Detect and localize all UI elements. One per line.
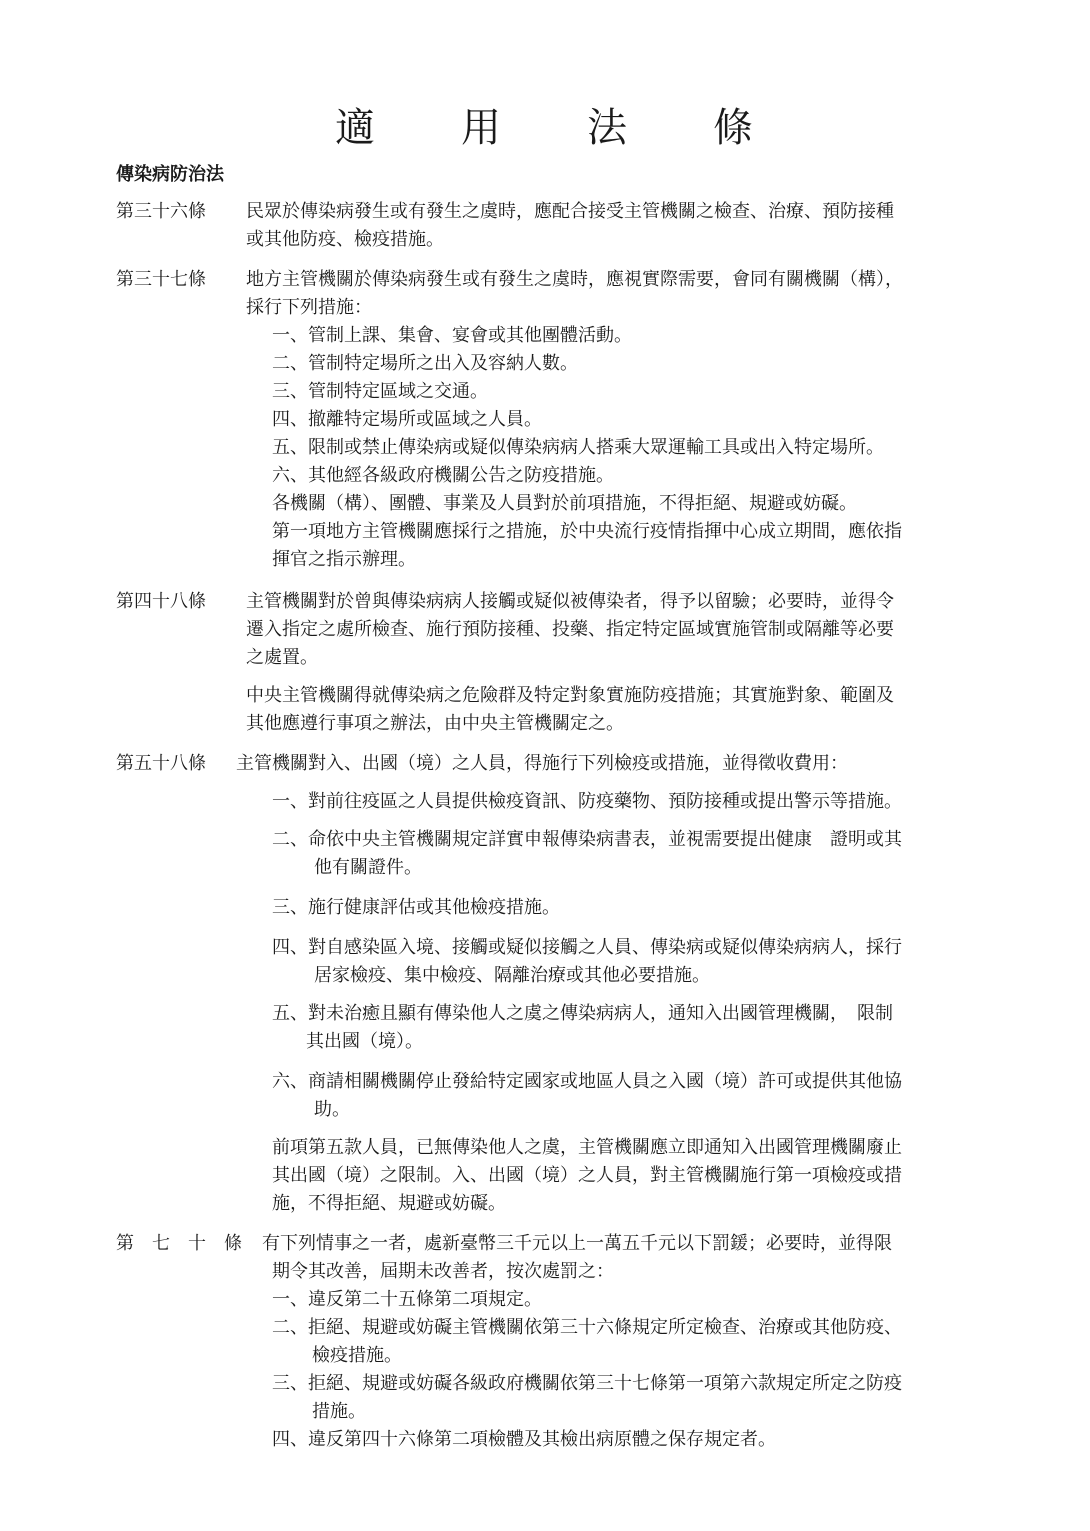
article-37-text: 地方主管機關於傳染病發生或有發生之虞時，應視實際需要，會同有關機關（構）， xyxy=(246,269,903,290)
article-70-text-cont: 期令其改善，屆期未改善者，按次處罰之： xyxy=(272,1261,614,1282)
article-58-item-5: 五、對未治癒且顯有傳染他人之虞之傳染病病人，通知入出國管理機關， 限制 xyxy=(272,1003,893,1024)
article-36-label: 第三十六條 xyxy=(116,201,206,222)
article-70-item-1: 一、違反第二十五條第二項規定。 xyxy=(272,1289,542,1310)
article-48-para-1-cont: 之處置。 xyxy=(246,647,318,668)
article-58-para: 前項第五款人員，已無傳染他人之虞，主管機關應立即通知入出國管理機關廢止 xyxy=(272,1137,902,1158)
article-58-para-cont: 施，不得拒絕、規避或妨礙。 xyxy=(272,1193,506,1214)
article-58-item-3: 三、施行健康評估或其他檢疫措施。 xyxy=(272,897,560,918)
article-37-para-2: 各機關（構）、團體、事業及人員對於前項措施，不得拒絕、規避或妨礙。 xyxy=(272,493,857,514)
law-name: 傳染病防治法 xyxy=(116,164,224,185)
article-48-para-1-cont: 遷入指定之處所檢查、施行預防接種、投藥、指定特定區域實施管制或隔離等必要 xyxy=(246,619,894,640)
article-36-text-cont: 或其他防疫、檢疫措施。 xyxy=(246,229,444,250)
article-58-label: 第五十八條 xyxy=(116,753,206,774)
article-58-item-4: 四、對自感染區入境、接觸或疑似接觸之人員、傳染病或疑似傳染病病人，採行 xyxy=(272,937,902,958)
article-48-para-2: 中央主管機關得就傳染病之危險群及特定對象實施防疫措施；其實施對象、範圍及 xyxy=(246,685,894,706)
article-37-para-3: 第一項地方主管機關應採行之措施，於中央流行疫情指揮中心成立期間，應依指 xyxy=(272,521,902,542)
article-48-label: 第四十八條 xyxy=(116,591,206,612)
page-title: 適 用 法 條 xyxy=(335,105,755,151)
article-48-para-1: 主管機關對於曾與傳染病病人接觸或疑似被傳染者，得予以留驗；必要時，並得令 xyxy=(246,591,894,612)
article-58-item-1: 一、對前往疫區之人員提供檢疫資訊、防疫藥物、預防接種或提出警示等措施。 xyxy=(272,791,902,812)
article-58-para-cont: 其出國（境）之限制。入、出國（境）之人員，對主管機關施行第一項檢疫或措 xyxy=(272,1165,902,1186)
article-58-item-2: 二、命依中央主管機關規定詳實申報傳染病書表，並視需要提出健康 證明或其 xyxy=(272,829,902,850)
article-70-text: 有下列情事之一者，處新臺幣三千元以上一萬五千元以下罰鍰；必要時，並得限 xyxy=(262,1233,892,1254)
article-70-item-2: 二、拒絕、規避或妨礙主管機關依第三十六條規定所定檢查、治療或其他防疫、 xyxy=(272,1317,902,1338)
article-37-item: 二、管制特定場所之出入及容納人數。 xyxy=(272,353,578,374)
article-70-item-3-cont: 措施。 xyxy=(312,1401,366,1422)
article-37-item: 六、其他經各級政府機關公告之防疫措施。 xyxy=(272,465,614,486)
article-37-item: 一、管制上課、集會、宴會或其他團體活動。 xyxy=(272,325,632,346)
article-37-item: 四、撤離特定場所或區域之人員。 xyxy=(272,409,542,430)
article-58-text: 主管機關對入、出國（境）之人員，得施行下列檢疫或措施，並得徵收費用： xyxy=(236,753,848,774)
article-37-label: 第三十七條 xyxy=(116,269,206,290)
article-37-item: 五、限制或禁止傳染病或疑似傳染病病人搭乘大眾運輸工具或出入特定場所。 xyxy=(272,437,884,458)
article-70-item-3: 三、拒絕、規避或妨礙各級政府機關依第三十七條第一項第六款規定所定之防疫 xyxy=(272,1373,902,1394)
article-37-text-cont: 採行下列措施： xyxy=(246,297,372,318)
article-58-item-5-cont: 其出國（境）。 xyxy=(306,1031,423,1052)
article-58-item-6: 六、商請相關機關停止發給特定國家或地區人員之入國（境）許可或提供其他協 xyxy=(272,1071,902,1092)
article-36-text: 民眾於傳染病發生或有發生之虞時，應配合接受主管機關之檢查、治療、預防接種 xyxy=(246,201,894,222)
article-37-item: 三、管制特定區域之交通。 xyxy=(272,381,488,402)
article-58-item-4-cont: 居家檢疫、集中檢疫、隔離治療或其他必要措施。 xyxy=(314,965,710,986)
article-37-para-3-cont: 揮官之指示辦理。 xyxy=(272,549,416,570)
article-58-item-2-cont: 他有關證件。 xyxy=(314,857,422,878)
article-70-item-2-cont: 檢疫措施。 xyxy=(312,1345,402,1366)
article-48-para-2-cont: 其他應遵行事項之辦法，由中央主管機關定之。 xyxy=(246,713,624,734)
article-70-label: 第 七 十 條 xyxy=(116,1233,242,1254)
article-70-item-4: 四、違反第四十六條第二項檢體及其檢出病原體之保存規定者。 xyxy=(272,1429,776,1450)
article-58-item-6-cont: 助。 xyxy=(314,1099,350,1120)
